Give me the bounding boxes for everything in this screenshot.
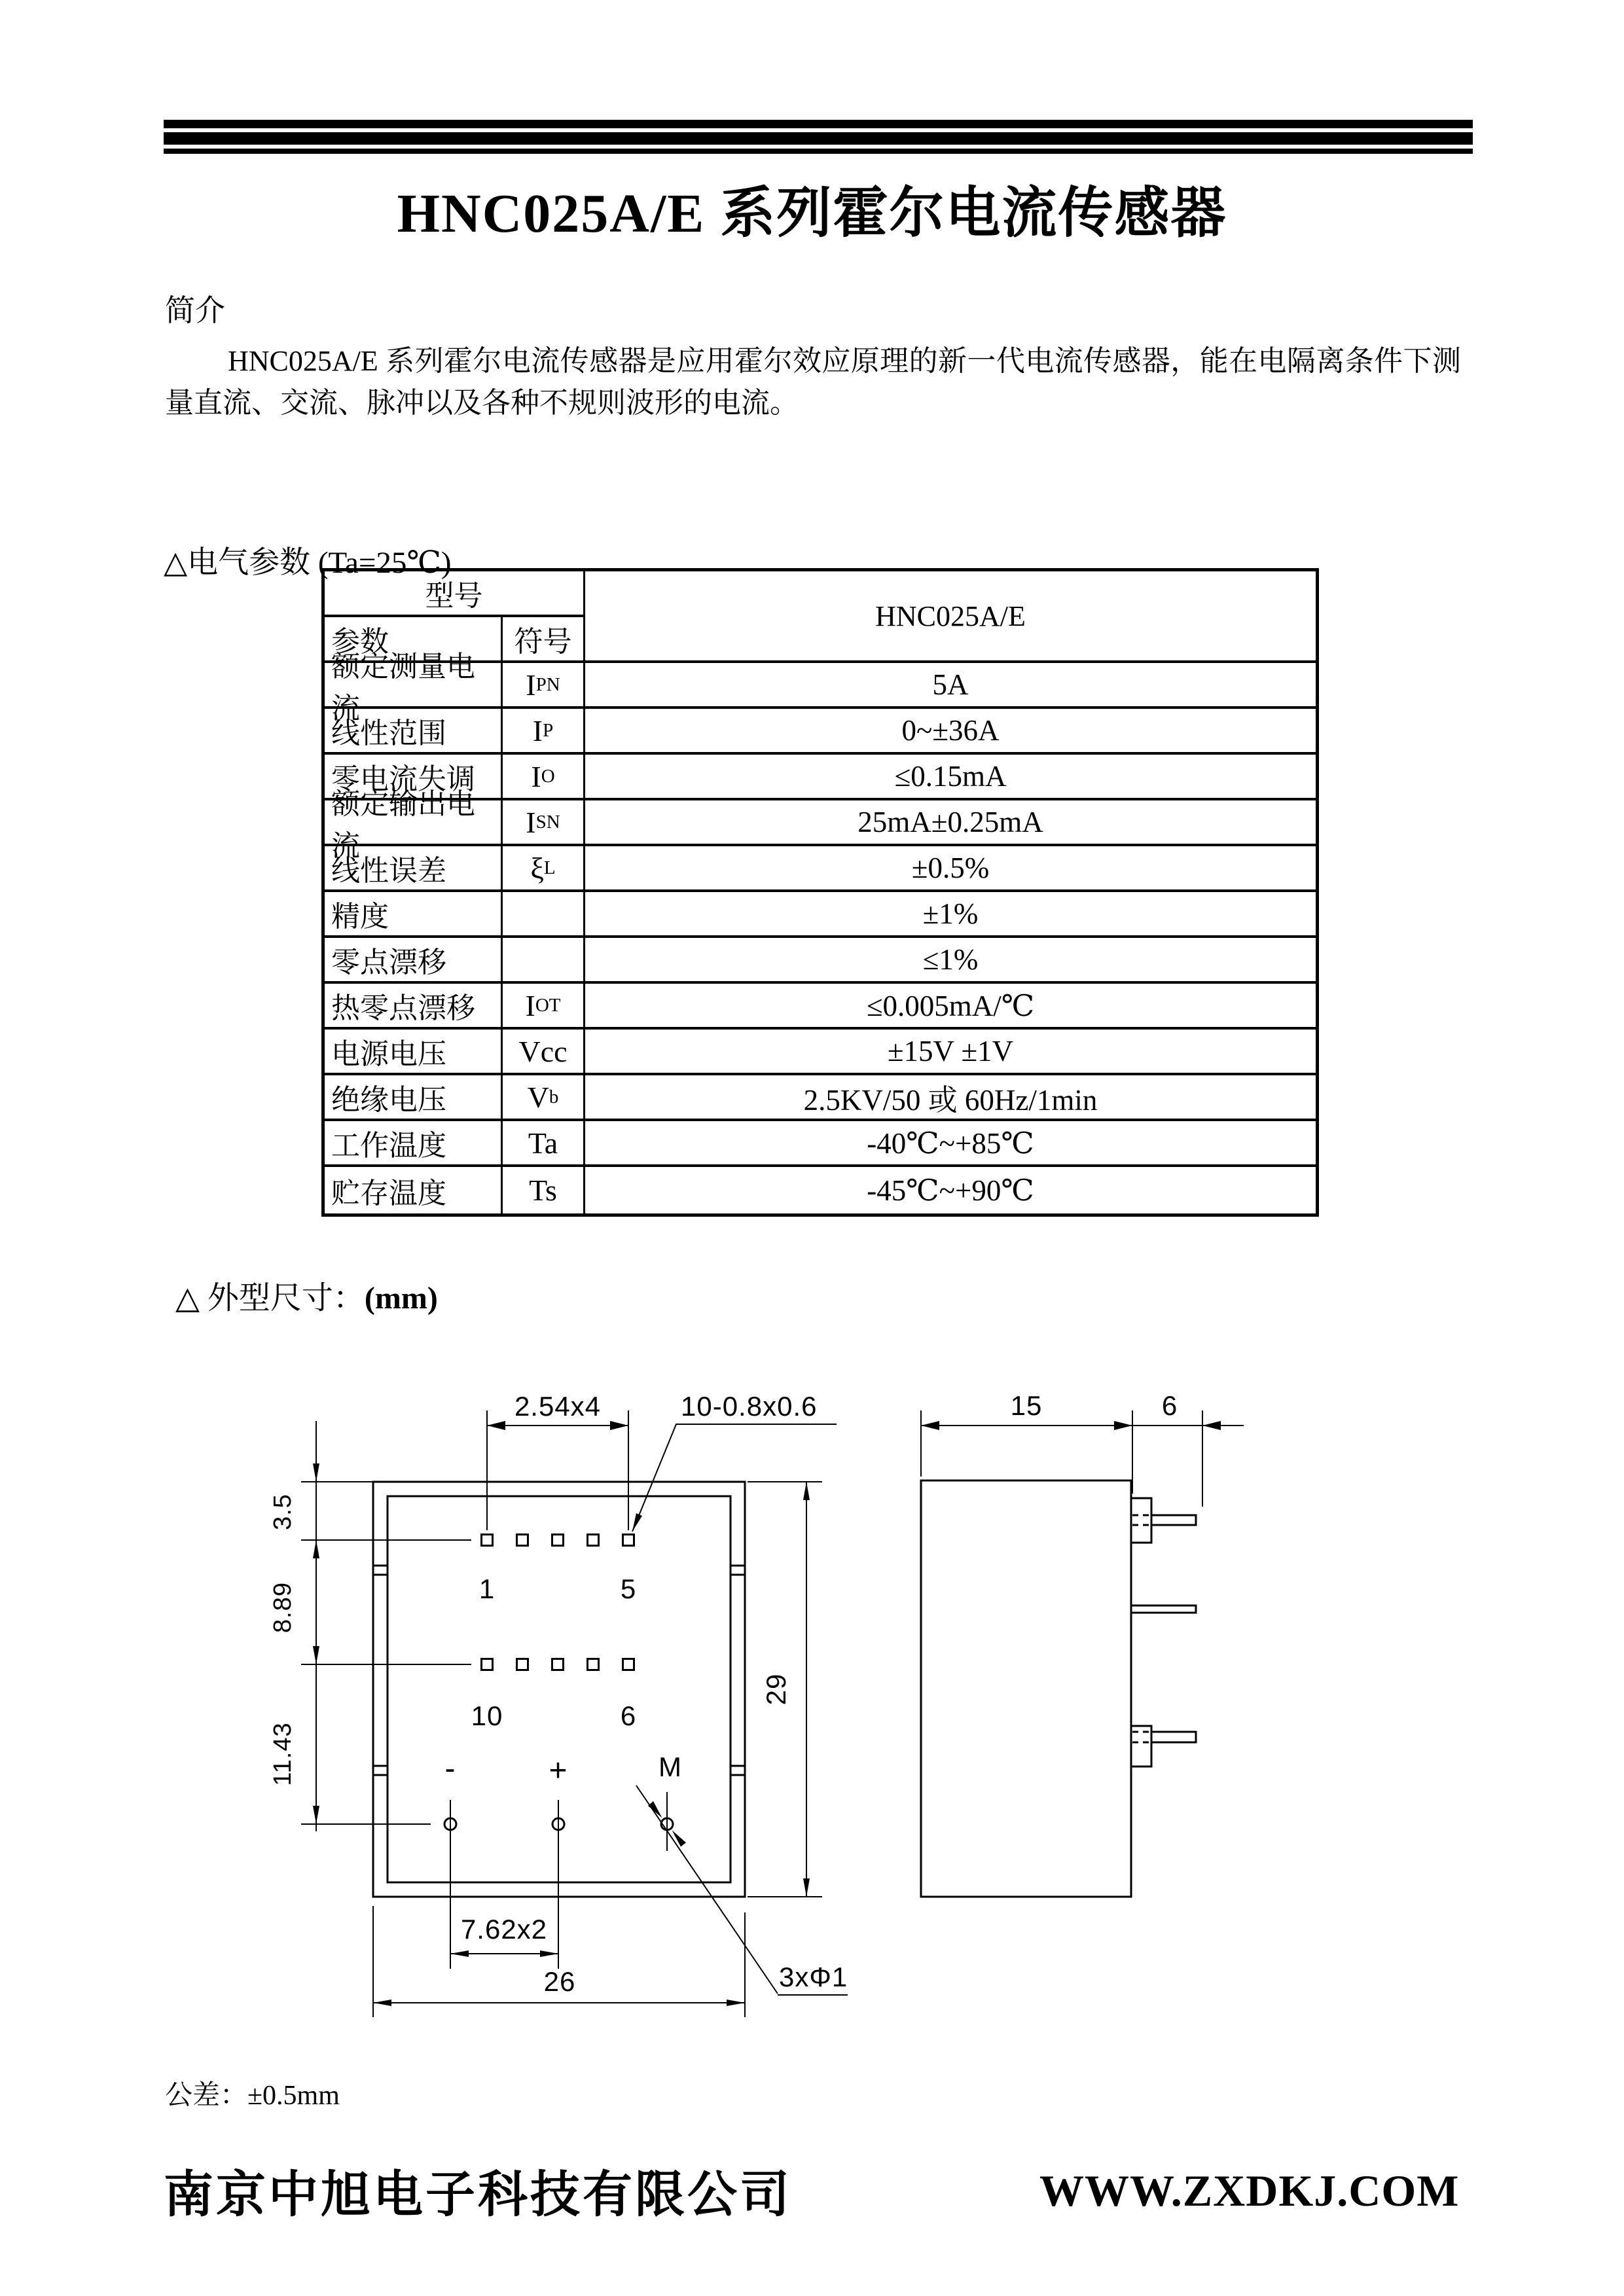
side-bottom-pin-hidden xyxy=(1132,1732,1150,1742)
symbol-base: Ta xyxy=(528,1126,558,1160)
value-cell: -45℃~+90℃ xyxy=(867,1174,1034,1207)
pin-row-2 xyxy=(482,1659,634,1670)
symbol-cell xyxy=(503,1030,585,1075)
intro-heading: 简介 xyxy=(165,294,225,327)
dim-15-label: 15 xyxy=(1010,1390,1043,1421)
symbol-cell: I P xyxy=(503,709,585,755)
dim-3-5-label: 3.5 xyxy=(269,1494,297,1530)
symbol-base: I xyxy=(531,759,541,793)
header-symbol-label: 符号 xyxy=(503,617,585,663)
param-cell: 电源电压 xyxy=(325,1030,503,1075)
pin10-label: 10 xyxy=(471,1700,503,1731)
symbol-cell xyxy=(503,1121,585,1167)
header-model-value: HNC025A/E xyxy=(585,571,1316,663)
dimensions-heading-unit: (mm) xyxy=(364,1281,438,1316)
symbol-cell: ξ L xyxy=(503,846,585,892)
param-cell: 贮存温度 xyxy=(325,1167,503,1213)
pitch-dimension-label: 2.54x4 xyxy=(514,1391,602,1422)
symbol-cell: I PN xyxy=(503,663,585,709)
symbol-cell: I OT xyxy=(503,984,585,1030)
param-cell: 额定测量电流 xyxy=(325,663,503,709)
param-cell: 精度 xyxy=(325,892,503,938)
symbol-cell: I SN xyxy=(503,800,585,846)
param-cell: 工作温度 xyxy=(325,1121,503,1167)
outline-drawing xyxy=(262,1342,1473,2094)
symbol-base: ξ xyxy=(530,851,544,885)
dim-11-43-label: 11.43 xyxy=(269,1722,297,1786)
pin-row-1 xyxy=(482,1535,634,1546)
param-cell: 零电流失调 xyxy=(325,755,503,800)
dim-29-label: 29 xyxy=(761,1673,791,1706)
side-top-pin-hidden xyxy=(1132,1515,1150,1525)
symbol-base: Vcc xyxy=(518,1034,568,1068)
symbol-cell xyxy=(503,892,585,938)
pitch-dimension-lines xyxy=(487,1410,628,1530)
value-cell: -40℃~+85℃ xyxy=(585,1121,1316,1167)
value-cell: ±1% xyxy=(585,892,1316,938)
dim-6-label: 6 xyxy=(1161,1390,1178,1421)
symbol-base: V xyxy=(527,1080,549,1114)
param-cell: 零点漂移 xyxy=(325,938,503,984)
header-param-label: 参数 xyxy=(325,617,503,663)
dim-7-62-label: 7.62x2 xyxy=(460,1914,548,1945)
m-label: M xyxy=(659,1751,682,1782)
top-rule-medium xyxy=(164,149,1473,154)
dimension-arrowheads xyxy=(313,1421,1221,2006)
value-cell: 25mA±0.25mA xyxy=(585,800,1316,846)
pin5-label: 5 xyxy=(620,1573,637,1604)
symbol-cell xyxy=(503,938,585,984)
side-dimension-lines xyxy=(921,1410,1244,1507)
symbol-cell: V b xyxy=(503,1075,585,1121)
value-cell: ≤1% xyxy=(585,938,1316,984)
param-cell: 绝缘电压 xyxy=(325,1075,503,1121)
symbol-base: I xyxy=(532,713,543,747)
symbol-base: I xyxy=(526,805,536,839)
value-cell: 0~±36A xyxy=(585,709,1316,755)
pin-size-label: 10-0.8x0.6 xyxy=(681,1391,818,1422)
param-cell: 线性范围 xyxy=(325,709,503,755)
pin1-label: 1 xyxy=(478,1573,496,1604)
value-cell: 5A xyxy=(585,663,1316,709)
symbol-base: Ts xyxy=(529,1174,557,1207)
page-title: HNC025A/E 系列霍尔电流传感器 xyxy=(397,183,1227,244)
value-cell: ≤0.15mA xyxy=(585,755,1316,800)
electrical-heading: △电气参数 (Ta=25℃) xyxy=(164,546,452,580)
side-view-body xyxy=(921,1480,1131,1897)
top-rule-thick xyxy=(164,132,1473,145)
side-middle-pin xyxy=(1131,1605,1196,1613)
symbol-base: I xyxy=(525,988,535,1022)
param-cell: 额定输出电流 xyxy=(325,800,503,846)
dim-26-label: 26 xyxy=(543,1966,576,1997)
symbol-cell xyxy=(503,1167,585,1213)
electrical-parameters-table xyxy=(321,568,1319,1217)
dimensions-heading-label: △ 外型尺寸： xyxy=(175,1281,365,1316)
value-cell: ≤0.005mA/℃ xyxy=(585,984,1316,1030)
symbol-base: I xyxy=(526,668,536,702)
footer-company: 南京中旭电子科技有限公司 xyxy=(164,2167,792,2223)
pin6-label: 6 xyxy=(620,1700,637,1731)
side-top-boss xyxy=(1131,1498,1151,1543)
param-cell: 热零点漂移 xyxy=(325,984,503,1030)
symbol-cell: I O xyxy=(503,755,585,800)
side-bottom-pin xyxy=(1151,1732,1196,1742)
dim-8-89-label: 8.89 xyxy=(269,1582,297,1633)
dim-3xphi1-label: 3xΦ1 xyxy=(779,1962,848,1992)
tolerance-note: 公差：±0.5mm xyxy=(165,2081,340,2111)
header-model-label: 型号 xyxy=(325,571,585,617)
top-rule-thin xyxy=(164,120,1473,128)
dimensions-heading xyxy=(175,1272,438,1318)
footer-website: WWW.ZXDKJ.COM xyxy=(1039,2166,1460,2215)
value-cell: ±15V ±1V xyxy=(585,1030,1316,1075)
param-cell: 线性误差 xyxy=(325,846,503,892)
side-top-pin xyxy=(1151,1515,1196,1525)
value-cell: ±0.5% xyxy=(585,846,1316,892)
plus-label: + xyxy=(549,1753,568,1788)
value-cell: 2.5KV/50 或 60Hz/1min xyxy=(585,1075,1316,1121)
intro-paragraph: HNC025A/E 系列霍尔电流传感器是应用霍尔效应原理的新一代电流传感器，能在电隔离条件下测量直流、交流、脉冲以及各种不规则波形的电流。 xyxy=(165,345,1461,419)
minus-label: - xyxy=(444,1751,456,1786)
